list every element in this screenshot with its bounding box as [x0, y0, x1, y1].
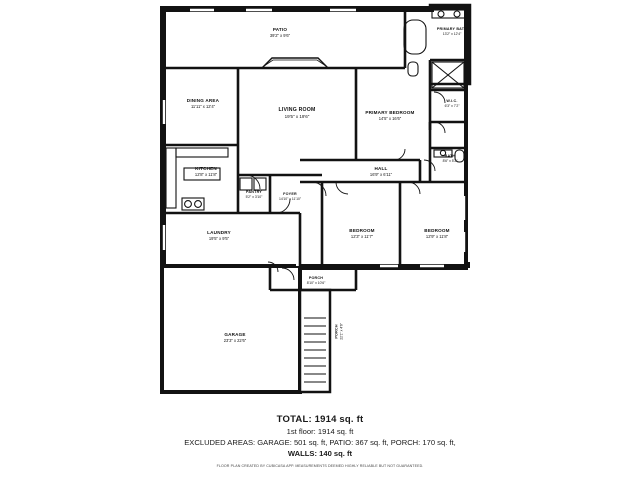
room-dimensions: 14'5" x 16'6": [378, 115, 402, 121]
room-name: PORCH: [334, 324, 339, 339]
area-summary: [0, 414, 640, 468]
room-dimensions: 13'2" x 12'4": [442, 31, 462, 36]
room-dimensions: 8'10" x 10'6": [306, 280, 326, 285]
room-name: BEDROOM: [424, 228, 450, 233]
room-name: PRIMARY BEDROOM: [365, 110, 415, 115]
room-dimensions: 11'11" x 12'4": [190, 103, 216, 109]
interior-walls: [162, 8, 466, 290]
room-dimensions: 12'9" x 11'8": [425, 233, 449, 239]
door-swings: [246, 92, 445, 280]
first-floor-area: 1st floor: 1914 sq. ft: [286, 427, 354, 436]
room-dimensions: 5'2" x 3'10": [245, 194, 263, 199]
room-name: KITCHEN: [195, 166, 217, 171]
walls-area: WALLS: 140 sq. ft: [287, 449, 353, 458]
room-dimensions: 19'5" x 19'6": [284, 113, 310, 119]
excluded-areas: EXCLUDED AREAS: GARAGE: 501 sq. ft, PATIO: 367 sq. ft, PORCH: 170 sq. ft,: [184, 438, 456, 447]
room-name: LAUNDRY: [207, 230, 231, 235]
room-name: FOYER: [283, 192, 297, 196]
disclaimer-text: FLOOR PLAN CREATED BY CUBICASA APP. MEASUREMENTS DEEMED HIGHLY RELIABLE BUT NOT GUARANTEED.: [216, 464, 424, 468]
room-dimensions: 14'10" x 11'10": [278, 196, 302, 201]
patio-bay-window: [262, 58, 328, 68]
room-dimensions: 39'2" x 9'6": [269, 32, 291, 38]
room-name: DINING AREA: [186, 98, 220, 103]
room-dimensions: 23'3" x 22'6": [223, 337, 247, 343]
room-name: PRIMARY BATH: [436, 27, 468, 31]
room-name: GARAGE: [224, 332, 246, 337]
room-name: PATIO: [272, 27, 288, 32]
room-dimensions: 22'1" x 4'6": [339, 323, 344, 340]
room-dimensions: 19'5" x 9'5": [208, 235, 230, 241]
room-name: PORCH: [308, 276, 324, 280]
windows: [164, 10, 464, 266]
room-dimensions: 6'3" x 7'2": [444, 103, 460, 108]
room-name: BEDROOM: [349, 228, 375, 233]
total-area: TOTAL: 1914 sq. ft: [276, 414, 364, 425]
room-name: BATH: [444, 154, 456, 158]
room-dimensions: 16'9" x 6'11": [369, 171, 393, 177]
room-name: W.I.C.: [446, 99, 458, 103]
room-name: LIVING ROOM: [278, 107, 316, 113]
room-dimensions: 8'6" x 5'2": [442, 158, 458, 163]
room-dimensions: 12'3" x 11'7": [350, 233, 374, 239]
wall-mass: [162, 5, 470, 272]
room-name: PANTRY: [246, 190, 262, 194]
room-dimensions: 12'8" x 11'8": [194, 171, 218, 177]
room-name: HALL: [374, 166, 388, 171]
